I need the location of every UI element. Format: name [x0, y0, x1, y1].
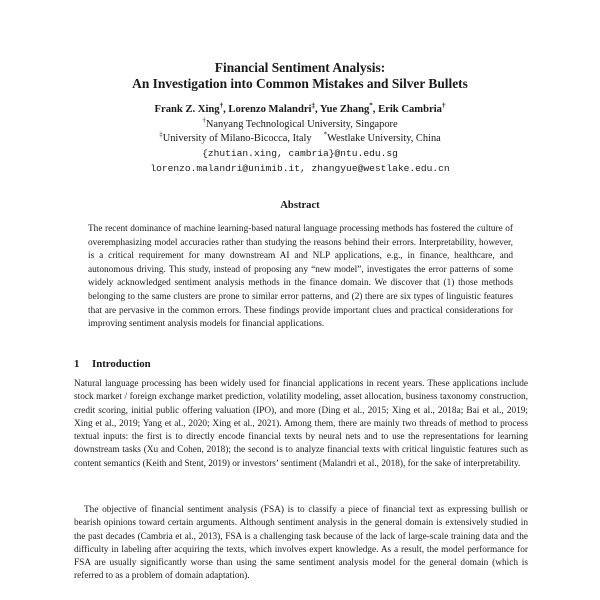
author-affiliation-mark: *: [369, 101, 373, 110]
affiliation-text: Nanyang Technological University, Singapore: [205, 119, 398, 130]
author-affiliation-mark: †: [441, 101, 446, 110]
author-name: Erik Cambria: [378, 104, 442, 115]
author-separator: ,: [372, 104, 379, 115]
intro-paragraph-2: The objective of financial sentiment analysis (FSA) is to classify a piece of financial text as expressing bullish or bearish opinions toward certain arguments. Although sentiment analysis in the general domain is extensively studied in the past decades (Cambria et al., 2013), FSA is a challenging task because of the lack of large-scale training data and the difficulty in labeling after acquiring the texts, which involves expert knowledge. As a result, the model performance for FSA are usually significantly worse than using the same sentiment analysis model for the general domain (which is referred to as a problem of domain adaptation).: [74, 505, 528, 582]
author-separator: ,: [315, 104, 320, 115]
abstract-body: The recent dominance of machine learning-based natural language processing methods has fostered the culture of overemphasizing model accuracies rather than studying the reasons behind their errors. Interpretability, however, is a critical requirement for many downstream AI and NLP applications, e.g., in finance, healthcare, and autonomous driving. This study, instead of proposing any “new model”, investigates the error patterns of some widely acknowledged sentiment analysis methods in the finance domain. We discover that (1) those methods belonging to the same clusters are prone to similar error patterns, and (2) there are six types of linguistic features that are pervasive in the common errors. These findings provide important clues and practical considerations for improving sentiment analysis models for financial applications.: [88, 224, 513, 330]
author-separator: ,: [223, 104, 229, 115]
title-line-1: Financial Sentiment Analysis:: [214, 60, 386, 75]
intro-paragraph-1: Natural language processing has been widely used for financial applications in recent years. These applications include stock market / foreign exchange market prediction, volatility modeling, asset allocation, business taxonomy construction, credit scoring, initial public offering valuation (IPO), and more (Ding et al., 2015; Xing et al., 2018a; Bai et al., 2019; Xing et al., 2019; Yang et al., 2020; Xing et al., 2021). Among them, there are mainly two threads of method to process textual inputs: the first is to directly encode financial texts by neural nets and to use the representations for learning downstream tasks (Xu and Cohen, 2018); the second is to analyze financial texts with critical linguistic features such as content semantics (Keith and Stent, 2019) or investors’ sentiment (Malandri et al., 2018), for the sake of interpretability.: [74, 379, 528, 469]
affiliation-text: University of Milano-Bicocca, Italy: [162, 133, 312, 144]
author-list: [60, 103, 540, 116]
affiliation-1: [60, 118, 540, 131]
author-affiliation-mark: †: [219, 101, 224, 110]
author-name: Yue Zhang: [319, 104, 370, 115]
abstract-heading: Abstract: [280, 200, 320, 211]
author-name: Frank Z. Xing: [154, 104, 220, 115]
section-heading: [74, 358, 151, 370]
affiliation-2-3: [60, 132, 540, 145]
affiliation-mark: †: [202, 116, 206, 125]
title-line-2: An Investigation into Common Mistakes and Silver Bullets: [132, 76, 468, 91]
affiliation-mark: *: [323, 130, 328, 139]
section-number: 1: [74, 358, 80, 370]
affiliation-mark: ‡: [159, 130, 163, 139]
author-affiliation-mark: ‡: [311, 101, 315, 110]
email-line-1: {zhutian.xing, cambria}@ntu.edu.sg: [202, 148, 398, 159]
author-name: Lorenzo Malandri: [228, 104, 312, 115]
affiliation-text: Westlake University, China: [327, 133, 441, 144]
section-title: Introduction: [92, 358, 151, 370]
paper-title: [60, 60, 540, 92]
email-line-2: lorenzo.malandri@unimib.it, zhangyue@westlake.edu.cn: [150, 163, 450, 174]
